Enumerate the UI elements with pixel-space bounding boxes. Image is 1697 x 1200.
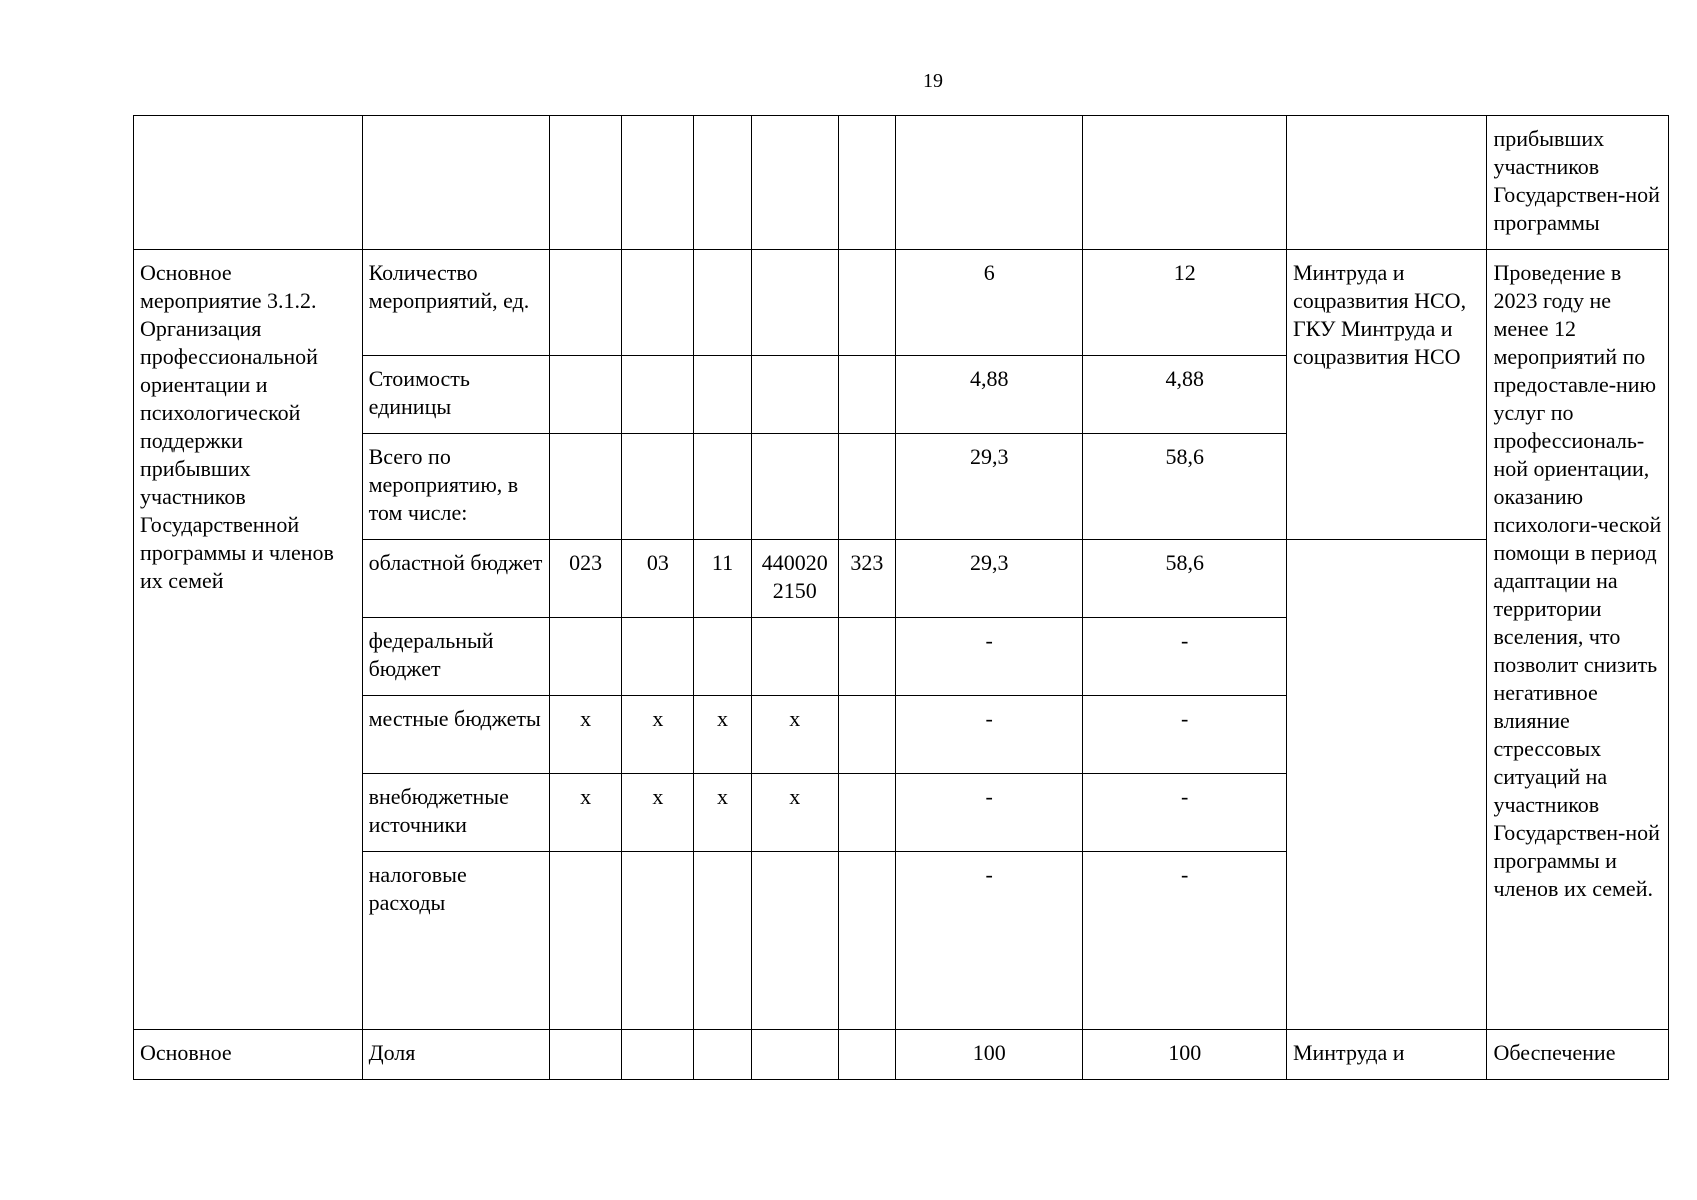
cell-rz [622,618,694,696]
cell-indicator: Всего по мероприятию, в том числе: [362,434,549,540]
cell-value-1: - [895,774,1082,852]
cell-csr [751,250,838,356]
cell-goal-continued: прибывших участников Государствен-ной программы [1487,116,1669,250]
cell-indicator: Количество мероприятий, ед. [362,250,549,356]
cell-vr [838,356,895,434]
cell-value-1: 29,3 [895,540,1082,618]
cell-vr [838,250,895,356]
measure-3-1-2 [134,250,1669,1030]
cell-indicator: Стоимость единицы [362,356,549,434]
cell-value-2: 4,88 [1083,356,1287,434]
cell-rz [622,356,694,434]
cell-pr: х [694,696,751,774]
cell-empty [622,116,694,250]
cell-rz [622,852,694,1030]
cell-csr: 440020 2150 [751,540,838,618]
cell-empty [362,116,549,250]
cell-rz [622,434,694,540]
cell-value-1: 29,3 [895,434,1082,540]
cell-pr [694,356,751,434]
table-row [134,250,1669,356]
cell-rz: х [622,774,694,852]
cell-pr [694,250,751,356]
cell-value-1: - [895,618,1082,696]
cell-csr [751,434,838,540]
cell-csr [751,852,838,1030]
table-row-top [134,116,1669,250]
table-row-bottom [134,1030,1669,1080]
cell-pr [694,434,751,540]
cell-empty [1286,116,1487,250]
cell-value-2: - [1083,774,1287,852]
cell-value-2: - [1083,696,1287,774]
cell-measure-title: Основное [134,1030,363,1080]
cell-grbs [550,356,622,434]
cell-pr: х [694,774,751,852]
cell-empty [895,116,1082,250]
cell-empty [550,1030,622,1080]
cell-csr [751,356,838,434]
cell-indicator: местные бюджеты [362,696,549,774]
cell-indicator: федеральный бюджет [362,618,549,696]
cell-empty [694,116,751,250]
cell-executor: Минтруда и [1286,1030,1487,1080]
cell-vr [838,696,895,774]
cell-vr [838,852,895,1030]
cell-csr [751,618,838,696]
cell-empty [751,116,838,250]
cell-empty [622,1030,694,1080]
cell-value-1: 6 [895,250,1082,356]
cell-indicator: Доля [362,1030,549,1080]
page-number: 19 [923,70,943,92]
cell-rz [622,250,694,356]
cell-result: Обеспечение [1487,1030,1669,1080]
cell-pr [694,618,751,696]
cell-empty [1083,116,1287,250]
cell-empty [694,1030,751,1080]
cell-grbs: 023 [550,540,622,618]
cell-empty [838,1030,895,1080]
table-row [134,540,1669,618]
cell-vr [838,618,895,696]
cell-grbs [550,618,622,696]
cell-empty [751,1030,838,1080]
cell-value-2: 100 [1083,1030,1287,1080]
cell-value-2: 58,6 [1083,540,1287,618]
cell-csr: х [751,696,838,774]
cell-empty [134,116,363,250]
cell-vr [838,434,895,540]
cell-empty [550,116,622,250]
cell-rz: х [622,696,694,774]
cell-executor: Минтруда и соцразвития НСО, ГКУ Минтруда и соцразвития НСО [1286,250,1487,540]
cell-grbs [550,852,622,1030]
cell-value-1: - [895,696,1082,774]
cell-empty [838,116,895,250]
cell-value-2: - [1083,618,1287,696]
cell-value-1: 100 [895,1030,1082,1080]
cell-pr [694,852,751,1030]
cell-grbs: х [550,774,622,852]
cell-value-1: - [895,852,1082,1030]
program-table [133,115,1669,1080]
cell-value-2: 12 [1083,250,1287,356]
cell-result: Проведение в 2023 году не менее 12 мероприятий по предоставле-нию услуг по профессиональ-ной ориентации, оказанию психологи-ческой помощи в период адаптации на территории вселения, что позволит снизить негативное влияние стрессовых ситуаций на участников Государствен-ной программы и членов их семей. [1487,250,1669,1030]
cell-indicator: областной бюджет [362,540,549,618]
cell-empty [1286,540,1487,1030]
cell-value-2: 58,6 [1083,434,1287,540]
cell-vr [838,774,895,852]
cell-indicator: внебюджетные источники [362,774,549,852]
cell-grbs [550,250,622,356]
cell-rz: 03 [622,540,694,618]
cell-indicator: налоговые расходы [362,852,549,1030]
cell-csr: х [751,774,838,852]
cell-value-1: 4,88 [895,356,1082,434]
cell-value-2: - [1083,852,1287,1030]
cell-grbs: х [550,696,622,774]
cell-vr: 323 [838,540,895,618]
cell-grbs [550,434,622,540]
cell-pr: 11 [694,540,751,618]
cell-measure-title: Основное мероприятие 3.1.2. Организация профессиональной ориентации и психологической поддержки прибывших участников Государственной программы и членов их семей [134,250,363,1030]
